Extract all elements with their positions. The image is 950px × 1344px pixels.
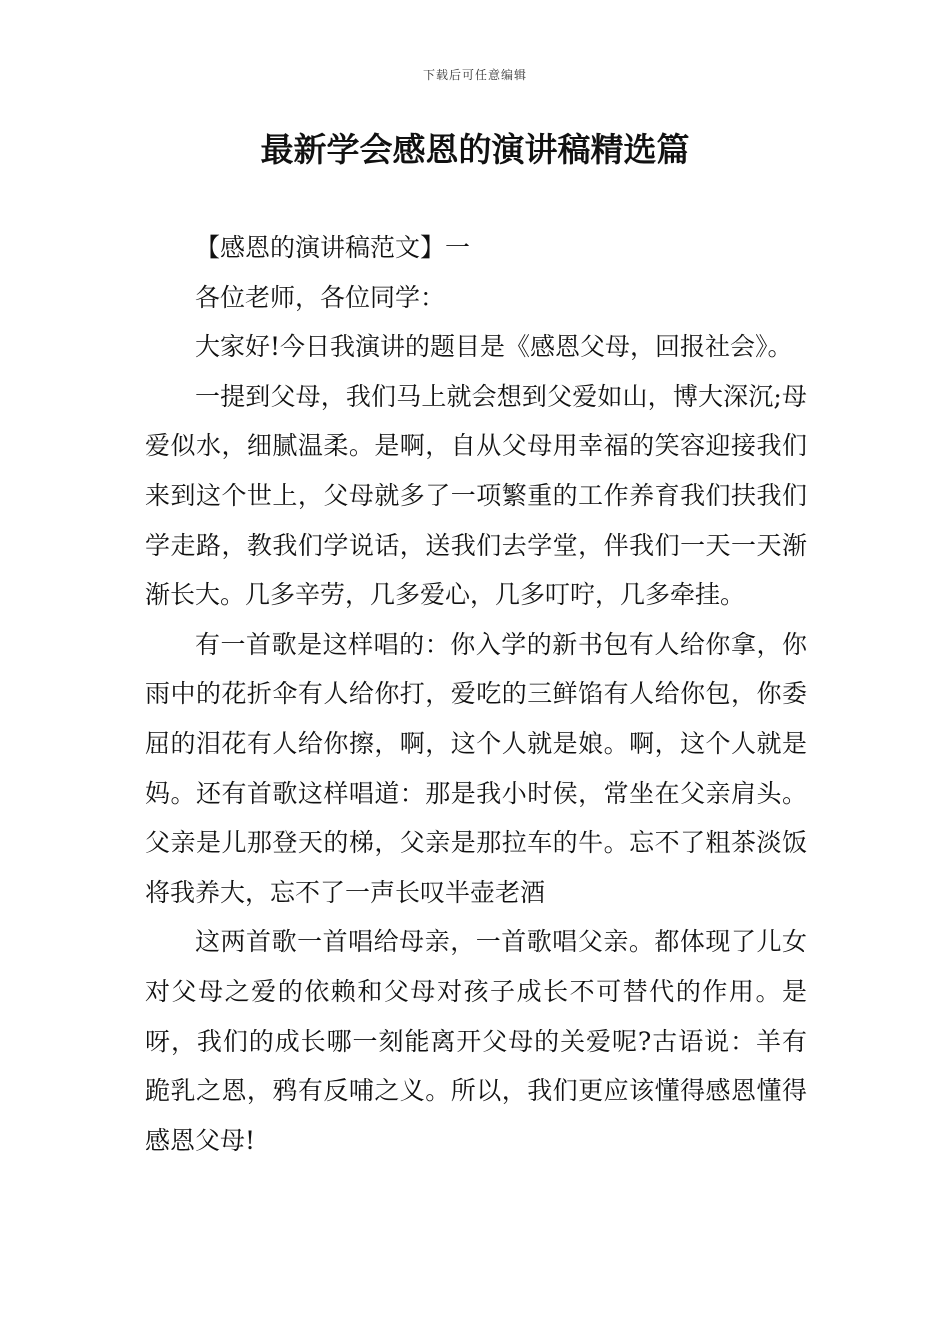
paragraph-salutation: 各位老师，各位同学： [195,282,446,312]
paragraph-greeting: 大家好!今日我演讲的题目是《感恩父母，回报社会》。 [195,332,793,362]
paragraph-songs: 有一首歌是这样唱的：你入学的新书包有人给你拿，你雨中的花折伞有人给你打，爱吃的三鲜馅有人给你包，你委屈的泪花有人给你擦，啊，这个人就是娘。啊，这个人就是妈。还有首歌这样唱道：那是我小时侯，常坐在父亲肩头。父亲是儿那登天的梯，父亲是那拉车的牛。忘不了粗茶淡饭将我养大，忘不了一声长叹半壶老酒 [145,629,807,907]
paragraph-parents-love: 一提到父母，我们马上就会想到父爱如山，博大深沉;母爱似水，细腻温柔。是啊，自从父母用幸福的笑容迎接我们来到这个世上，父母就多了一项繁重的工作养育我们扶我们学走路，教我们学说话，送我们去学堂，伴我们一天一天渐渐长大。几多辛劳，几多爱心，几多叮咛，几多牵挂。 [145,381,807,610]
paragraph-section-heading: 【感恩的演讲稿范文】一 [195,233,471,262]
header-note: 下载后可任意编辑 [422,68,527,82]
paragraph-gratitude: 这两首歌一首唱给母亲，一首歌唱父亲。都体现了儿女对父母之爱的依赖和父母对孩子成长不可替代的作用。是呀，我们的成长哪一刻能离开父母的关爱呢?古语说：羊有跪乳之恩，鸦有反哺之义。所以，我们更应该懂得感恩懂得感恩父母! [145,927,807,1155]
document-body [145,223,807,1165]
document-title: 最新学会感恩的演讲稿精选篇 [260,130,690,169]
